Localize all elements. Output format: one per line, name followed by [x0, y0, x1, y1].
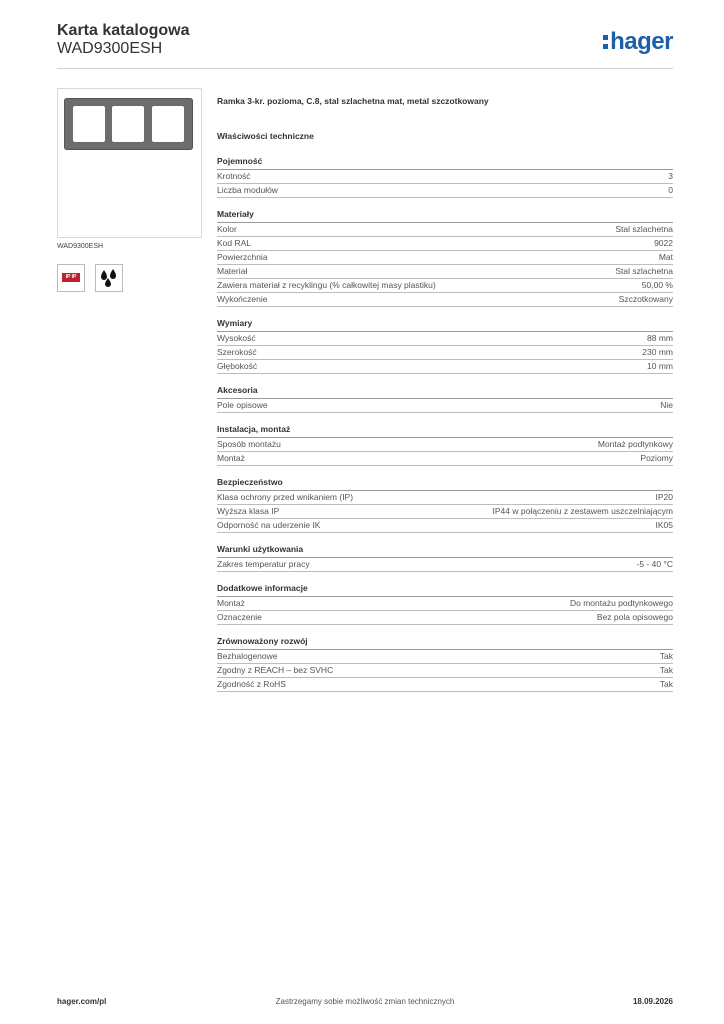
- spec-section-title: Zrównoważony rozwój: [217, 635, 673, 650]
- spec-row: [217, 438, 673, 452]
- logo-dots-icon: [603, 31, 608, 51]
- spec-row: [217, 332, 673, 346]
- spec-section: [217, 635, 673, 692]
- spec-section-title: Instalacja, montaż: [217, 423, 673, 438]
- spec-label: Powierzchnia: [217, 252, 268, 262]
- spec-row: [217, 678, 673, 692]
- spec-label: Zakres temperatur pracy: [217, 559, 310, 569]
- spec-row: [217, 279, 673, 293]
- page-header: [57, 20, 673, 69]
- product-code: WAD9300ESH: [57, 40, 163, 57]
- product-image: [57, 88, 202, 238]
- spec-row: [217, 452, 673, 466]
- spec-value: Stal szlachetna: [615, 266, 673, 276]
- spec-section-title: Warunki użytkowania: [217, 543, 673, 558]
- spec-row: [217, 505, 673, 519]
- water-drops-icon: [95, 264, 123, 292]
- spec-value: Mat: [658, 252, 673, 262]
- spec-value: Tak: [659, 665, 673, 675]
- spec-row: [217, 251, 673, 265]
- spec-value: 230 mm: [642, 347, 673, 357]
- spec-row: [217, 360, 673, 374]
- product-image-caption: WAD9300ESH: [57, 243, 104, 250]
- spec-label: Krotność: [217, 171, 251, 181]
- spec-row: [217, 611, 673, 625]
- spec-label: Montaż: [217, 598, 245, 608]
- spec-section-title: Dodatkowe informacje: [217, 582, 673, 597]
- document-title: Karta katalogowa: [57, 22, 190, 39]
- spec-label: Szerokość: [217, 347, 257, 357]
- spec-section: [217, 208, 673, 307]
- spec-row: [217, 170, 673, 184]
- spec-row: [217, 650, 673, 664]
- footer-date: 18.09.2026: [632, 997, 673, 1006]
- spec-section-title: Pojemność: [217, 155, 673, 170]
- spec-value: Nie: [660, 400, 673, 410]
- spec-value: -5 - 40 °C: [636, 559, 673, 569]
- spec-label: Klasa ochrony przed wnikaniem (IP): [217, 492, 354, 502]
- spec-row: [217, 293, 673, 307]
- spec-label: Wysokość: [217, 333, 256, 343]
- spec-label: Oznaczenie: [217, 612, 262, 622]
- ip-rating-icon: [57, 264, 85, 292]
- spec-value: Tak: [659, 679, 673, 689]
- spec-section: [217, 582, 673, 625]
- spec-label: Odporność na uderzenie IK: [217, 520, 321, 530]
- spec-label: Materiał: [217, 266, 248, 276]
- spec-value: Montaż podtynkowy: [597, 439, 673, 449]
- spec-label: Zawiera materiał z recyklingu (% całkowitej masy plastiku): [217, 280, 436, 290]
- spec-label: Kod RAL: [217, 238, 252, 248]
- footer-website-link[interactable]: hager.com/pl: [57, 997, 107, 1006]
- spec-value: 88 mm: [647, 333, 673, 343]
- spec-table: [217, 155, 673, 702]
- spec-value: Szczotkowany: [618, 294, 673, 304]
- spec-section: [217, 317, 673, 374]
- spec-value: 0: [668, 185, 673, 195]
- footer-disclaimer: Zastrzegamy sobie możliwość zmian technicznych: [275, 997, 455, 1006]
- spec-row: [217, 184, 673, 198]
- spec-label: Sposób montażu: [217, 439, 281, 449]
- spec-value: 3: [668, 171, 673, 181]
- spec-label: Montaż: [217, 453, 245, 463]
- spec-label: Kolor: [217, 224, 237, 234]
- spec-label: Zgodność z RoHS: [217, 679, 286, 689]
- spec-label: Wyższa klasa IP: [217, 506, 280, 516]
- spec-row: [217, 346, 673, 360]
- ip-badge: IP IP: [62, 273, 80, 282]
- spec-section-title: Akcesoria: [217, 384, 673, 399]
- spec-value: 9022: [654, 238, 673, 248]
- spec-row: [217, 558, 673, 572]
- spec-label: Liczba modułów: [217, 185, 278, 195]
- spec-value: IK05: [655, 520, 673, 530]
- spec-value: Tak: [659, 651, 673, 661]
- spec-value: IP44 w połączeniu z zestawem uszczelniającym: [492, 506, 673, 516]
- spec-label: Zgodny z REACH – bez SVHC: [217, 665, 334, 675]
- spec-section-title: Wymiary: [217, 317, 673, 332]
- spec-label: Głębokość: [217, 361, 258, 371]
- spec-row: [217, 664, 673, 678]
- spec-value: 10 mm: [647, 361, 673, 371]
- spec-row: [217, 597, 673, 611]
- spec-section: [217, 476, 673, 533]
- spec-section: [217, 155, 673, 198]
- spec-row: [217, 491, 673, 505]
- spec-value: Stal szlachetna: [615, 224, 673, 234]
- hager-logo[interactable]: [603, 28, 673, 56]
- spec-section-title: Bezpieczeństwo: [217, 476, 673, 491]
- frame-3-gang-icon: [64, 98, 193, 150]
- spec-section: [217, 543, 673, 572]
- spec-value: 50,00 %: [641, 280, 673, 290]
- logo-text: hager: [610, 28, 673, 55]
- product-description: Ramka 3-kr. pozioma, C.8, stal szlachetna mat, metal szczotkowany: [217, 96, 489, 106]
- spec-row: [217, 237, 673, 251]
- technical-properties-title: Właściwości techniczne: [217, 131, 314, 141]
- spec-row: [217, 399, 673, 413]
- spec-row: [217, 265, 673, 279]
- spec-value: IP20: [655, 492, 673, 502]
- spec-value: Bez pola opisowego: [596, 612, 673, 622]
- spec-label: Wykończenie: [217, 294, 268, 304]
- spec-section-title: Materiały: [217, 208, 673, 223]
- spec-row: [217, 519, 673, 533]
- spec-value: Do montażu podtynkowego: [569, 598, 673, 608]
- spec-label: Pole opisowe: [217, 400, 268, 410]
- spec-section: [217, 384, 673, 413]
- spec-label: Bezhalogenowe: [217, 651, 278, 661]
- spec-section: [217, 423, 673, 466]
- spec-value: Poziomy: [640, 453, 673, 463]
- spec-row: [217, 223, 673, 237]
